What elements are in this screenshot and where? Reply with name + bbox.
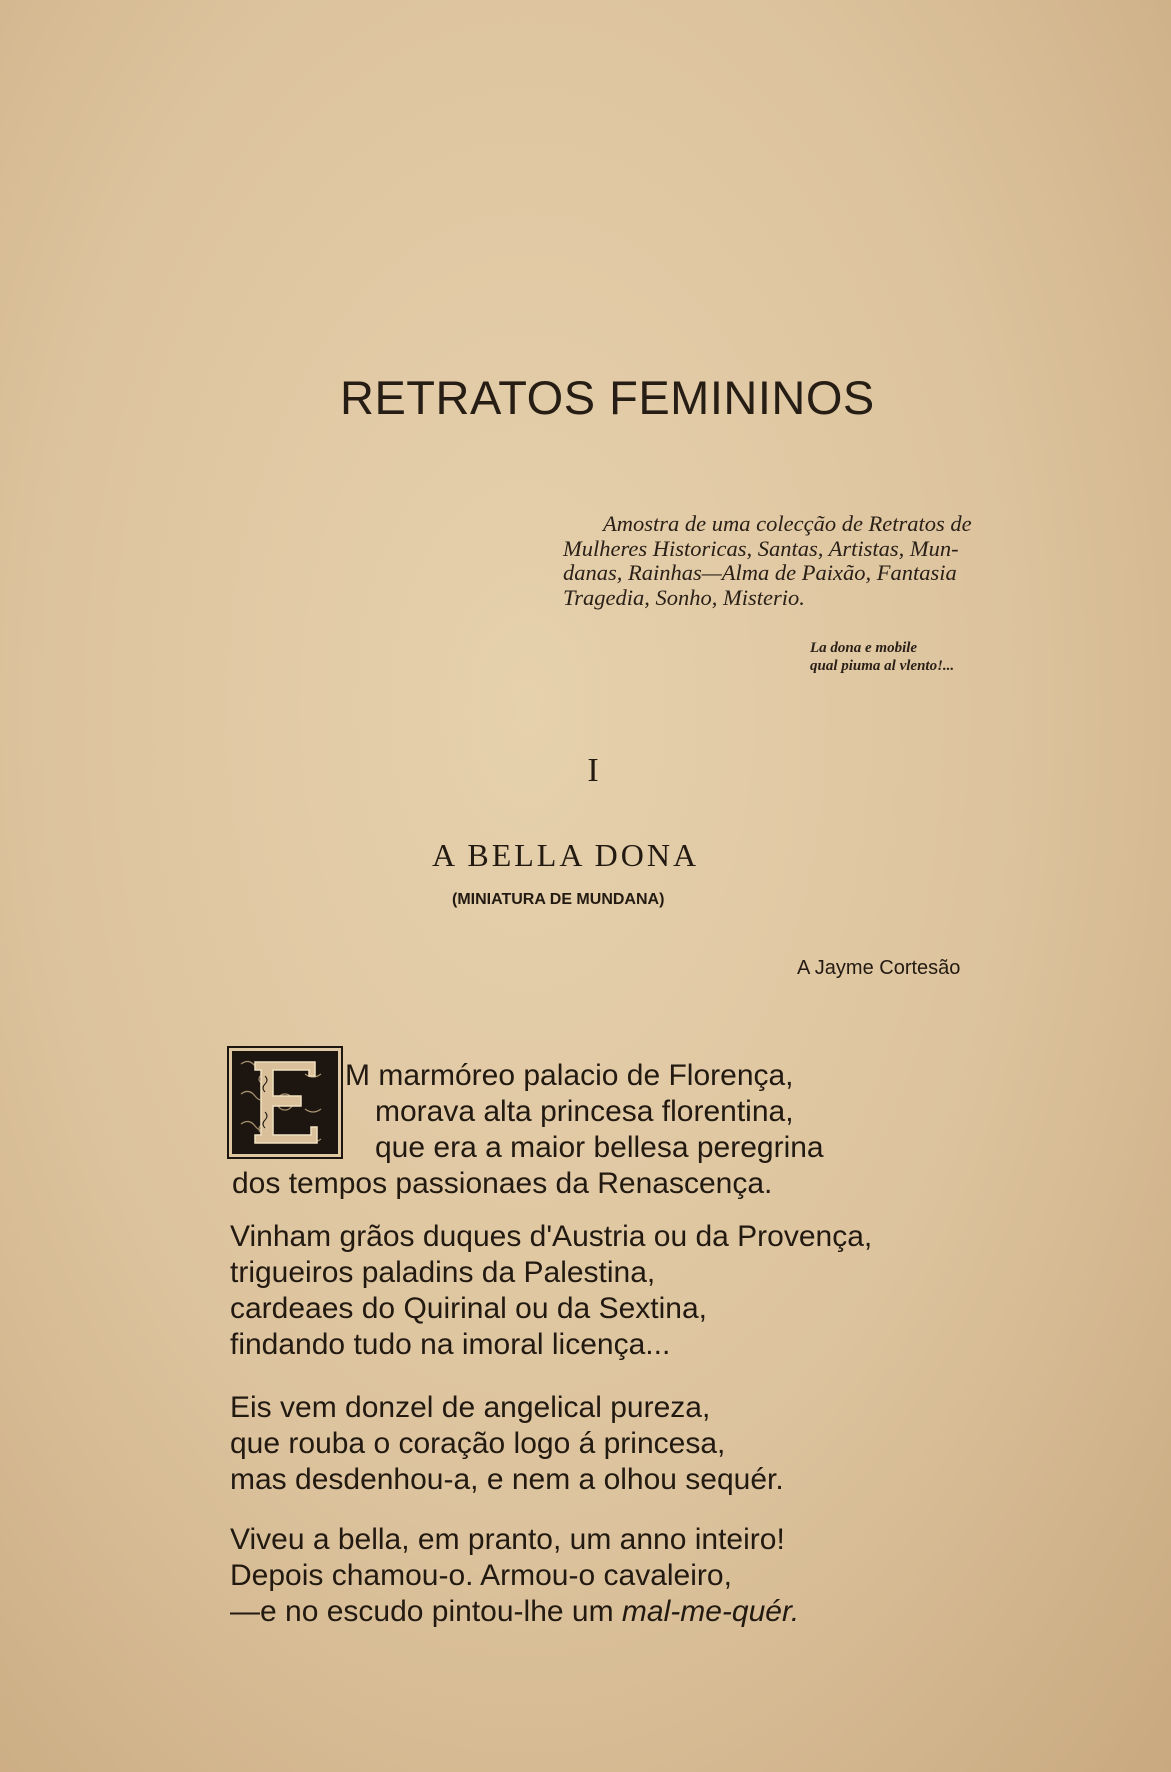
- stanza-4: [230, 1522, 799, 1630]
- motto-quote: [810, 639, 954, 675]
- stanza-1-closing: [232, 1166, 772, 1202]
- verse-line: Depois chamou-o. Armou-o cavaleiro,: [230, 1559, 732, 1592]
- section-numeral: I: [587, 752, 599, 789]
- epigraph-line: Mulheres Historicas, Santas, Artistas, Mun-: [563, 535, 959, 561]
- verse-line: Viveu a bella, em pranto, um anno inteiro!: [230, 1523, 785, 1556]
- verse-line: findando tudo na imoral licença...: [230, 1328, 671, 1361]
- verse-line: que rouba o coração logo á princesa,: [230, 1427, 726, 1460]
- epigraph-line: danas, Rainhas—Alma de Paixão, Fantasia: [563, 560, 957, 585]
- verse-line: Eis vem donzel de angelical pureza,: [230, 1391, 711, 1424]
- verse-line: morava alta princesa florentina,: [375, 1095, 794, 1128]
- verse-final-italic: mal-me-quér.: [621, 1595, 800, 1628]
- verse-line: M marmóreo palacio de Florença,: [345, 1059, 794, 1092]
- verse-final-text: —e no escudo pintou-lhe um: [230, 1595, 622, 1628]
- motto-line: qual piuma al vlento!...: [810, 658, 955, 674]
- verse-line: trigueiros paladins da Palestina,: [230, 1256, 656, 1289]
- motto-line: La dona e mobile: [810, 640, 918, 656]
- epigraph: [563, 512, 1053, 610]
- stanza-2: [230, 1219, 872, 1363]
- verse-line: dos tempos passionaes da Renascença.: [232, 1167, 773, 1200]
- verse-line: mas desdenhou-a, e nem a olhou sequér.: [230, 1463, 784, 1496]
- epigraph-line: Tragedia, Sonho, Misterio.: [563, 584, 805, 610]
- poem-dedication: A Jayme Cortesão: [797, 957, 961, 979]
- verse-line: cardeaes do Quirinal ou da Sextina,: [230, 1292, 707, 1325]
- verse-line-final: [230, 1594, 799, 1630]
- verse-line: Vinham grãos duques d'Austria ou da Provença,: [230, 1220, 873, 1253]
- ornamental-drop-cap: [232, 1051, 338, 1154]
- verse-line: que era a maior bellesa peregrina: [375, 1131, 824, 1164]
- page-title: RETRATOS FEMININOS: [340, 371, 875, 424]
- poem-title: A BELLA DONA: [432, 837, 700, 873]
- stanza-3: [230, 1390, 784, 1498]
- poem-subtitle: (MINIATURA DE MUNDANA): [452, 891, 665, 908]
- epigraph-line: Amostra de uma colecção de Retratos de: [603, 511, 972, 536]
- drop-cap-ornament-icon: [235, 1054, 335, 1151]
- stanza-1-opening: [345, 1058, 824, 1166]
